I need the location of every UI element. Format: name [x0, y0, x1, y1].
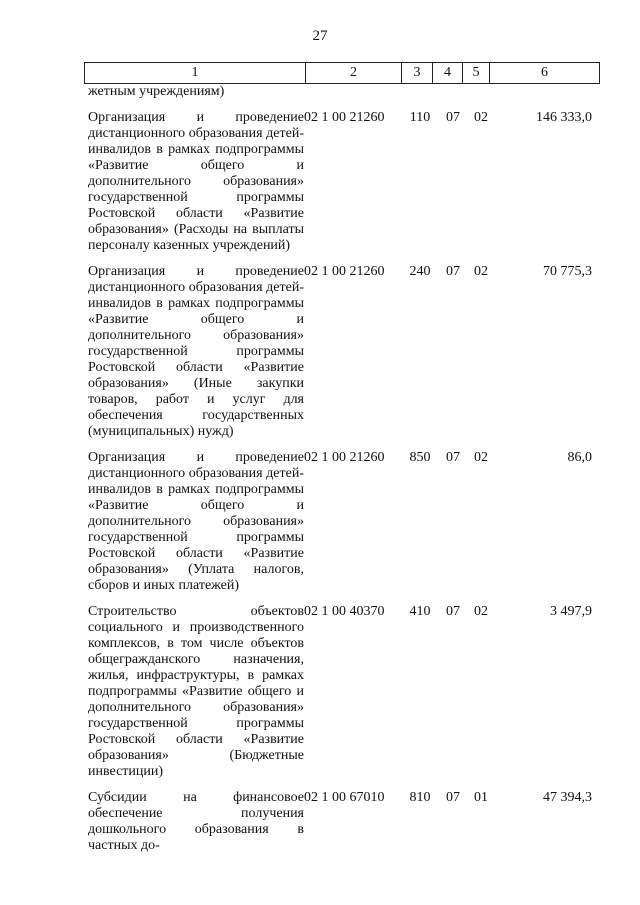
- row-section: 07: [446, 790, 460, 805]
- row-description: Организация и проведение дистанционного образования детей-инвалидов в рамках подпрограммы «Развитие общего и дополнительного образования» государственной программы Ростовской области «Развитие образования» (Уплата налогов, сборов и иных платежей): [88, 450, 304, 593]
- header-col-3: 3: [401, 63, 432, 83]
- table-row: [84, 110, 600, 254]
- row-subsection: 02: [474, 450, 488, 465]
- row-description: Организация и проведение дистанционного образования детей-инвалидов в рамках подпрограммы «Развитие общего и дополнительного образования» государственной программы Ростовской области «Развитие образования» (Иные закупки товаров, работ и услуг для обеспечения государственных (муниципальных) нужд): [88, 264, 304, 439]
- row-amount: 3 497,9: [550, 604, 592, 619]
- row-amount: 146 333,0: [536, 110, 592, 125]
- header-col-1: 1: [191, 65, 199, 80]
- table-row: [84, 790, 600, 854]
- row-subsection: 01: [474, 790, 488, 805]
- continuation-text: жетным учреждениям): [88, 84, 225, 99]
- row-expense-type: 850: [409, 450, 431, 465]
- header-col-5: 5: [462, 63, 489, 83]
- row-code: 02 1 00 21260: [304, 110, 385, 125]
- table-body: [84, 84, 600, 854]
- row-subsection: 02: [474, 264, 488, 279]
- row-code: 02 1 00 21260: [304, 264, 385, 279]
- row-code: 02 1 00 21260: [304, 450, 385, 465]
- row-amount: 86,0: [567, 450, 592, 465]
- row-code: 02 1 00 67010: [304, 790, 385, 805]
- header-col-4: 4: [432, 63, 462, 83]
- row-subsection: 02: [474, 604, 488, 619]
- row-description: Организация и проведение дистанционного образования детей-инвалидов в рамках подпрограммы «Развитие общего и дополнительного образования» государственной программы Ростовской области «Развитие образования» (Расходы на выплаты персоналу казенных учреждений): [88, 110, 304, 253]
- table-row: [84, 264, 600, 440]
- page-number: 27: [312, 28, 328, 44]
- row-description: Субсидии на финансовое обеспечение получения дошкольного образования в частных до-: [88, 790, 304, 853]
- row-expense-type: 240: [409, 264, 431, 279]
- row-section: 07: [446, 450, 460, 465]
- row-description: Строительство объектов социального и производственного комплексов, в том числе объектов общегражданского назначения, жилья, инфраструктуры, в рамках подпрограммы «Развитие общего и дополнительного образования» государственной программы Ростовской области «Развитие образования» (Бюджетные инвестиции): [88, 604, 304, 779]
- row-expense-type: 110: [409, 110, 431, 125]
- table-row: [84, 604, 600, 780]
- row-amount: 70 775,3: [543, 264, 592, 279]
- row-expense-type: 410: [409, 604, 431, 619]
- header-col-2: 2: [305, 63, 401, 83]
- header-col-6: 6: [489, 63, 599, 83]
- row-section: 07: [446, 264, 460, 279]
- table-header: [84, 62, 600, 84]
- table-row: [84, 450, 600, 594]
- row-subsection: 02: [474, 110, 488, 125]
- row-code: 02 1 00 40370: [304, 604, 385, 619]
- row-section: 07: [446, 604, 460, 619]
- row-section: 07: [446, 110, 460, 125]
- row-expense-type: 810: [409, 790, 431, 805]
- row-amount: 47 394,3: [543, 790, 592, 805]
